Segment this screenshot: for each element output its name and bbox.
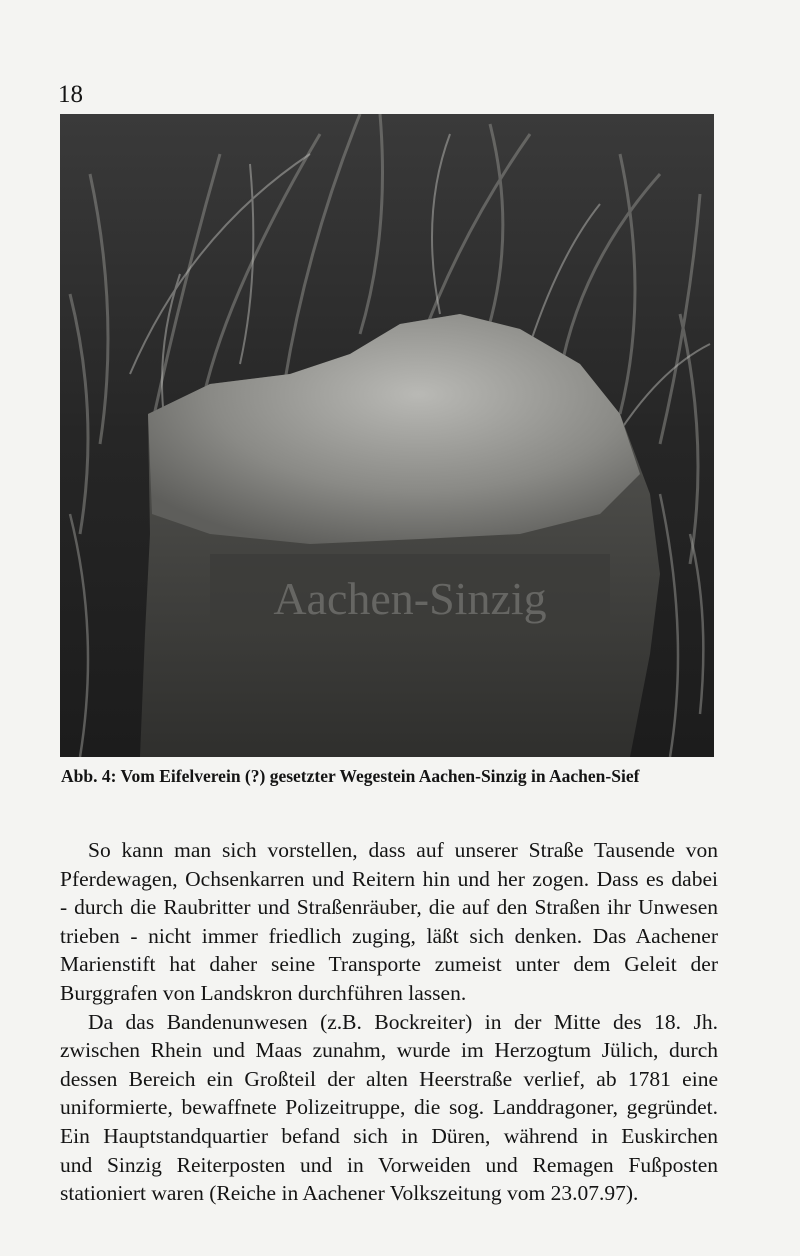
text-line: dessen Bereich ein Großteil der alten Heerstraße verlief, ab 1781 eine	[60, 1066, 718, 1091]
text-line: Ein Hauptstandquartier befand sich in Düren, während in Euskirchen	[60, 1123, 718, 1148]
text-line: Burggrafen von Landskron durchführen lassen.	[60, 980, 467, 1005]
text-line: stationiert waren (Reiche in Aachener Volkszeitung vom 23.07.97).	[60, 1181, 639, 1206]
text-line: So kann man sich vorstellen, dass auf unserer Straße Tausende von	[88, 838, 718, 862]
stone-inscription: Aachen-Sinzig	[273, 573, 547, 624]
text-line: zwischen Rhein und Maas zunahm, wurde im Herzogtum Jülich, durch	[60, 1038, 718, 1063]
text-line: und Sinzig Reiterposten und in Vorweiden und Remagen Fußposten	[60, 1152, 718, 1177]
figure-caption: Abb. 4: Vom Eifelverein (?) gesetzter Wegestein Aachen-Sinzig in Aachen-Sief	[61, 766, 640, 786]
paragraph-1	[60, 836, 718, 1008]
body-text	[60, 836, 718, 1208]
paragraph-2	[60, 1008, 718, 1208]
page-number: 18	[58, 81, 83, 108]
text-line: Da das Bandenunwesen (z.B. Bockreiter) in der Mitte des 18. Jh.	[88, 1009, 718, 1034]
milestone-photo	[60, 114, 714, 757]
text-line: Marienstift hat daher seine Transporte zumeist unter dem Geleit der	[60, 952, 718, 977]
text-line: uniformierte, bewaffnete Polizeitruppe, die sog. Landdragoner, gegründet.	[60, 1095, 718, 1120]
text-line: - durch die Raubritter und Straßenräuber, die auf den Straßen ihr Unwesen	[60, 895, 718, 920]
text-line: Pferdewagen, Ochsenkarren und Reitern hin und her zogen. Dass es dabei	[60, 866, 718, 891]
text-line: trieben - nicht immer friedlich zuging, läßt sich denken. Das Aachener	[60, 923, 718, 948]
milestone-photo-image	[60, 114, 714, 757]
